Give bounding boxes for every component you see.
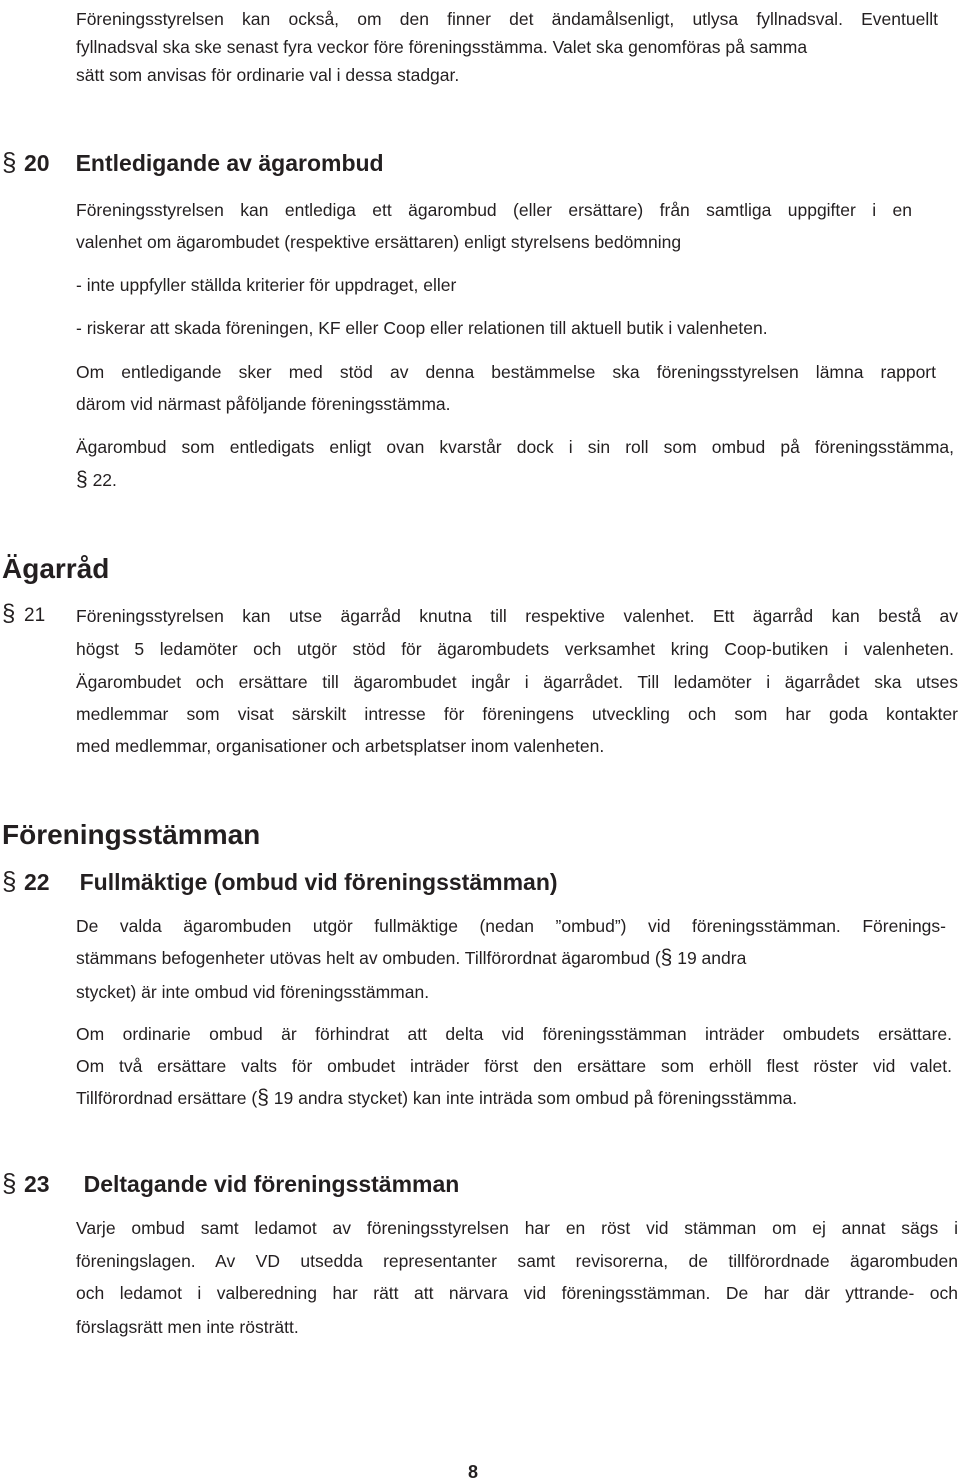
s21-line-5: med medlemmar, organisationer och arbetsplatser inom valenheten. <box>76 736 605 756</box>
section-sign-ref: § <box>660 946 673 969</box>
s20-line-1: Föreningsstyrelsen kan entlediga ett ägarombud (eller ersättare) från samtliga uppgifter i en <box>76 200 912 220</box>
heading-foreningsstamman: Föreningsstämman <box>2 819 261 850</box>
s23-line-4: förslagsrätt men inte rösträtt. <box>76 1317 299 1337</box>
s21-line-2: högst 5 ledamöter och utgör stöd för ägarombudets verksamhet kring Coop-butiken i valenheten. <box>76 639 954 659</box>
s23-line-3: och ledamot i valberedning har rätt att närvara vid föreningsstämman. De har där yttrande- och <box>76 1283 958 1303</box>
s22-line-2 <box>76 947 746 969</box>
s22-line-2-tail: 19 andra <box>677 948 747 968</box>
s20-list-item-2: - riskerar att skada föreningen, KF eller Coop eller relationen till aktuell butik i valenheten. <box>76 318 768 338</box>
section-number: 23 <box>24 1171 50 1197</box>
section-sign-ref: § <box>76 468 88 491</box>
s22-p2-line-3-text: Tillförordnad ersättare ( <box>76 1088 258 1108</box>
s21-line-1: Föreningsstyrelsen kan utse ägarråd knutna till respektive valenhet. Ett ägarråd kan bestå av <box>76 606 958 626</box>
s22-line-2-text: stämmans befogenheter utövas helt av ombuden. Tillförordnat ägarombud ( <box>76 948 661 968</box>
intro-line-3: sätt som anvisas för ordinarie val i dessa stadgar. <box>76 65 460 85</box>
ref-number: 22. <box>92 470 117 490</box>
section-title: Fullmäktige (ombud vid föreningsstämman) <box>79 869 558 895</box>
section-sign: § <box>2 147 17 177</box>
section-title: Entledigande av ägarombud <box>75 150 384 176</box>
intro-line-1: Föreningsstyrelsen kan också, om den finner det ändamålsenligt, utlysa fyllnadsval. Eventuellt <box>76 9 938 29</box>
s20-line-7: Ägarombud som entledigats enligt ovan kvarstår dock i sin roll som ombud på föreningsstämma, <box>76 437 954 457</box>
intro-line-2: fyllnadsval ska ske senast fyra veckor före föreningsstämma. Valet ska genomföras på samma <box>76 37 808 57</box>
section-number: 21 <box>24 605 46 626</box>
section-sign: § <box>2 600 16 627</box>
s21-line-3: Ägarombudet och ersättare till ägarombudet ingår i ägarrådet. Till ledamöter i ägarrådet ska utses <box>76 672 958 692</box>
s20-line-6: därom vid närmast påföljande föreningsstämma. <box>76 394 451 414</box>
s23-line-2: föreningslagen. Av VD utsedda representanter samt revisorerna, de tillförordnade ägarombuden <box>76 1251 958 1271</box>
s22-line-3: stycket) är inte ombud vid föreningsstämman. <box>76 982 430 1002</box>
page-number: 8 <box>468 1462 479 1482</box>
s22-line-1: De valda ägarombuden utgör fullmäktige (nedan ”ombud”) vid föreningsstämman. Förenings- <box>76 916 946 936</box>
s20-line-5: Om entledigande sker med stöd av denna bestämmelse ska föreningsstyrelsen lämna rapport <box>76 362 936 382</box>
section-22-heading <box>2 867 558 896</box>
s20-reference <box>76 469 117 491</box>
section-number: 22 <box>24 869 50 895</box>
s21-line-4: medlemmar som visat särskilt intresse för föreningens utveckling och som har goda kontakter <box>76 704 958 724</box>
s22-p2-line-2: Om två ersättare valts för ombudet inträder först den ersättare som erhöll flest röster vid valet. <box>76 1056 952 1076</box>
s23-line-1: Varje ombud samt ledamot av föreningsstyrelsen har en röst vid stämman om ej annat sägs i <box>76 1218 958 1238</box>
s22-p2-line-1: Om ordinarie ombud är förhindrat att delta vid föreningsstämman inträder ombudets ersättare. <box>76 1024 952 1044</box>
section-sign: § <box>2 866 17 896</box>
section-21-number <box>2 600 46 627</box>
s20-line-2: valenhet om ägarombudet (respektive ersättaren) enligt styrelsens bedömning <box>76 232 682 252</box>
s22-p2-line-3 <box>76 1087 797 1109</box>
heading-agarrad: Ägarråd <box>2 553 110 584</box>
section-sign-ref: § <box>257 1086 269 1109</box>
section-number: 20 <box>24 150 50 176</box>
s20-list-item-1: - inte uppfyller ställda kriterier för uppdraget, eller <box>76 275 457 295</box>
section-sign: § <box>2 1168 17 1198</box>
s22-p2-line-3-tail: 19 andra stycket) kan inte inträda som ombud på föreningsstämma. <box>273 1088 798 1108</box>
section-23-heading <box>2 1169 459 1198</box>
section-20-heading <box>2 148 384 177</box>
section-title: Deltagande vid föreningsstämman <box>83 1171 460 1197</box>
